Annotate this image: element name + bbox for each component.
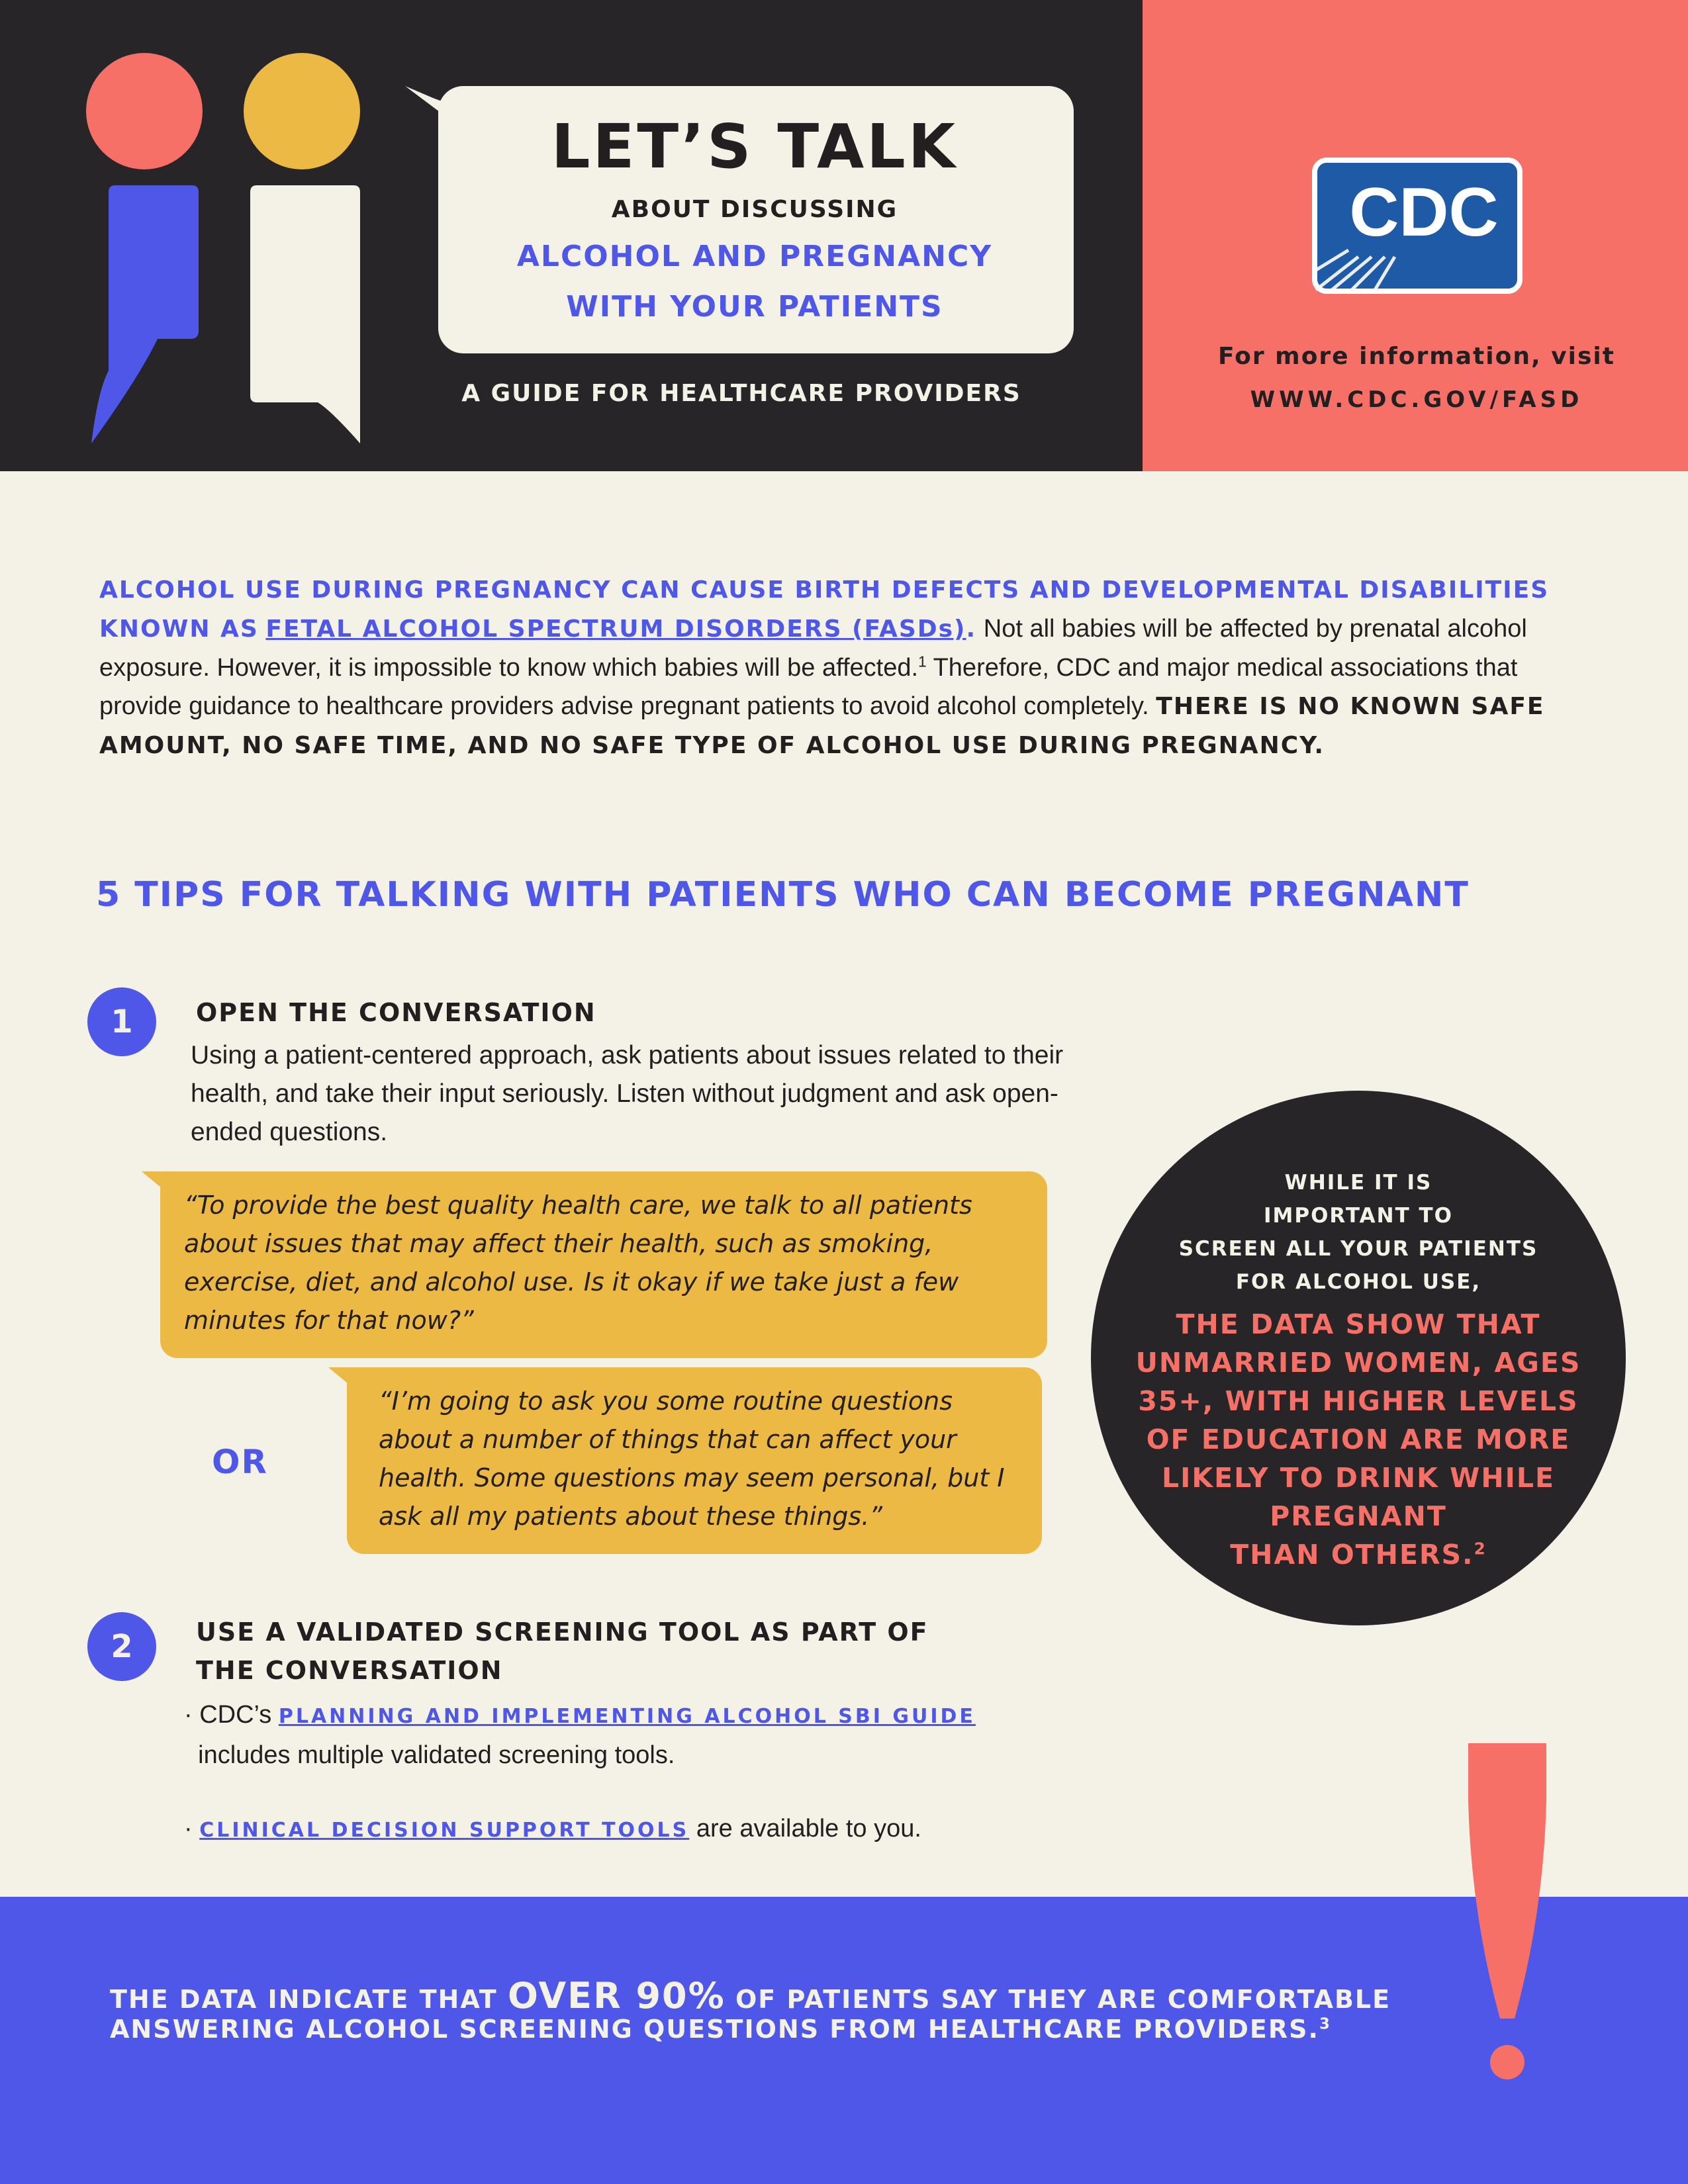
intro-lead: ALCOHOL USE DURING PREGNANCY CAN CAUSE BIRTH DEFECTS AND DEVELOPMENTAL DISABILITIES KNOWN AS [99,576,1550,643]
fasd-link[interactable]: FETAL ALCOHOL SPECTRUM DISORDERS (FASDs) [265,615,966,643]
tip-2-number: 2 [87,1612,156,1681]
page-subtitle: ABOUT DISCUSSING [611,196,898,223]
topic-line-1: ALCOHOL AND PREGNANCY [516,240,993,273]
intro-body-b: Therefore, CDC and major medical associations that provide guidance to healthcare providers advise pregnant patients to avoid alcohol completely. [99,654,1518,720]
callout-stat-line [1091,1535,1626,1574]
callout-intro-line: SCREEN ALL YOUR PATIENTS [1178,1237,1538,1261]
cdc-logo[interactable] [1312,158,1523,294]
intro-emphasis: THERE IS NO KNOWN SAFE AMOUNT, NO SAFE TIME, AND NO SAFE TYPE OF ALCOHOL USE DURING PREGNANCY. [99,693,1545,759]
callout-statistic [1091,1305,1626,1574]
callout-stat-line: PREGNANT [1270,1500,1447,1532]
bullet-2-suffix: are available to you. [689,1815,921,1843]
page-title: LET’S TALK [551,111,959,182]
footer-line-2 [110,2015,1632,2044]
or-label: OR [212,1443,269,1481]
callout-stat-line: THE DATA SHOW THAT [1176,1308,1541,1340]
tip-2-heading-line-2: THE CONVERSATION [196,1656,503,1685]
topic-line-2: WITH YOUR PATIENTS [566,290,943,324]
bullet-1-prefix: CDC’s [192,1701,279,1729]
tip-2-bullet-1 [184,1696,1045,1774]
bullet-1-suffix: includes multiple validated screening tools. [198,1741,675,1769]
callout-intro-line: WHILE IT IS [1284,1171,1432,1195]
footnote-1: 1 [918,653,927,670]
quote-bubble-2 [347,1367,1042,1554]
intro-paragraph [99,570,1556,765]
exclamation-icon [1464,1741,1550,2091]
footer-line-2-text: ANSWERING ALCOHOL SCREENING QUESTIONS FROM HEALTHCARE PROVIDERS. [110,2015,1319,2044]
tip-2-bullet-2 [184,1809,1045,1850]
quote-bubble-1 [160,1171,1047,1358]
quote-1-text: “To provide the best quality health care, we talk to all patients about issues that may affect their health, such as smoking, exercise, diet, and alcohol use. Is it okay if we take just a few minutes for that now?” [184,1191,972,1335]
tip-2-heading-line-1: USE A VALIDATED SCREENING TOOL AS PART OF [196,1617,929,1647]
tips-heading: 5 TIPS FOR TALKING WITH PATIENTS WHO CAN BECOME PREGNANT [96,875,1470,915]
bullet-dot: · [184,1701,193,1729]
footer-line-1 [110,1975,1632,2017]
intro-body-a: Not all babies will be affected by prenatal alcohol exposure. However, it is impossible to know which babies will be affected. [99,615,1527,682]
callout-stat-line: LIKELY TO DRINK WHILE [1161,1462,1556,1494]
bullet-dot: · [184,1815,193,1843]
callout-intro-line: IMPORTANT TO [1263,1204,1454,1228]
people-speech-bubbles-icon [79,46,371,443]
sbi-guide-link[interactable]: PLANNING AND IMPLEMENTING ALCOHOL SBI GUIDE [278,1705,976,1728]
callout-stat-line: UNMARRIED WOMEN, AGES [1135,1347,1581,1379]
callout-stat-line: 35+, WITH HIGHER LEVELS [1138,1385,1579,1417]
footnote-3: 3 [1319,2015,1331,2033]
callout-stat-last: THAN OTHERS. [1230,1539,1474,1570]
footer-highlight: OVER 90% [507,1975,726,2017]
callout-stat-line: OF EDUCATION ARE MORE [1146,1424,1571,1455]
more-info-label: For more information, visit [1218,343,1615,370]
cdc-url-link[interactable]: WWW.CDC.GOV/FASD [1250,387,1583,413]
guide-label: A GUIDE FOR HEALTHCARE PROVIDERS [461,380,1021,407]
tip-1-body: Using a patient-centered approach, ask patients about issues related to their health, and take their input seriously. Listen without judgment and ask open-ended questions. [191,1041,1064,1146]
tip-1-number: 1 [87,987,156,1056]
intro-period: . [966,615,977,643]
quote-2-text: “I’m going to ask you some routine questions about a number of things that can affect your health. Some questions may seem personal, but I ask all my patients about these things.” [379,1387,1005,1531]
footer-post: OF PATIENTS SAY THEY ARE COMFORTABLE [725,1985,1391,2014]
footnote-2: 2 [1474,1539,1487,1559]
callout-intro-line: FOR ALCOHOL USE, [1235,1270,1481,1294]
cdc-logo-text: CDC [1349,174,1499,251]
footer-pre: THE DATA INDICATE THAT [110,1985,508,2014]
tip-1-heading: OPEN THE CONVERSATION [196,998,596,1027]
clinical-decision-support-link[interactable]: CLINICAL DECISION SUPPORT TOOLS [199,1819,690,1842]
callout-intro [1091,1166,1626,1298]
